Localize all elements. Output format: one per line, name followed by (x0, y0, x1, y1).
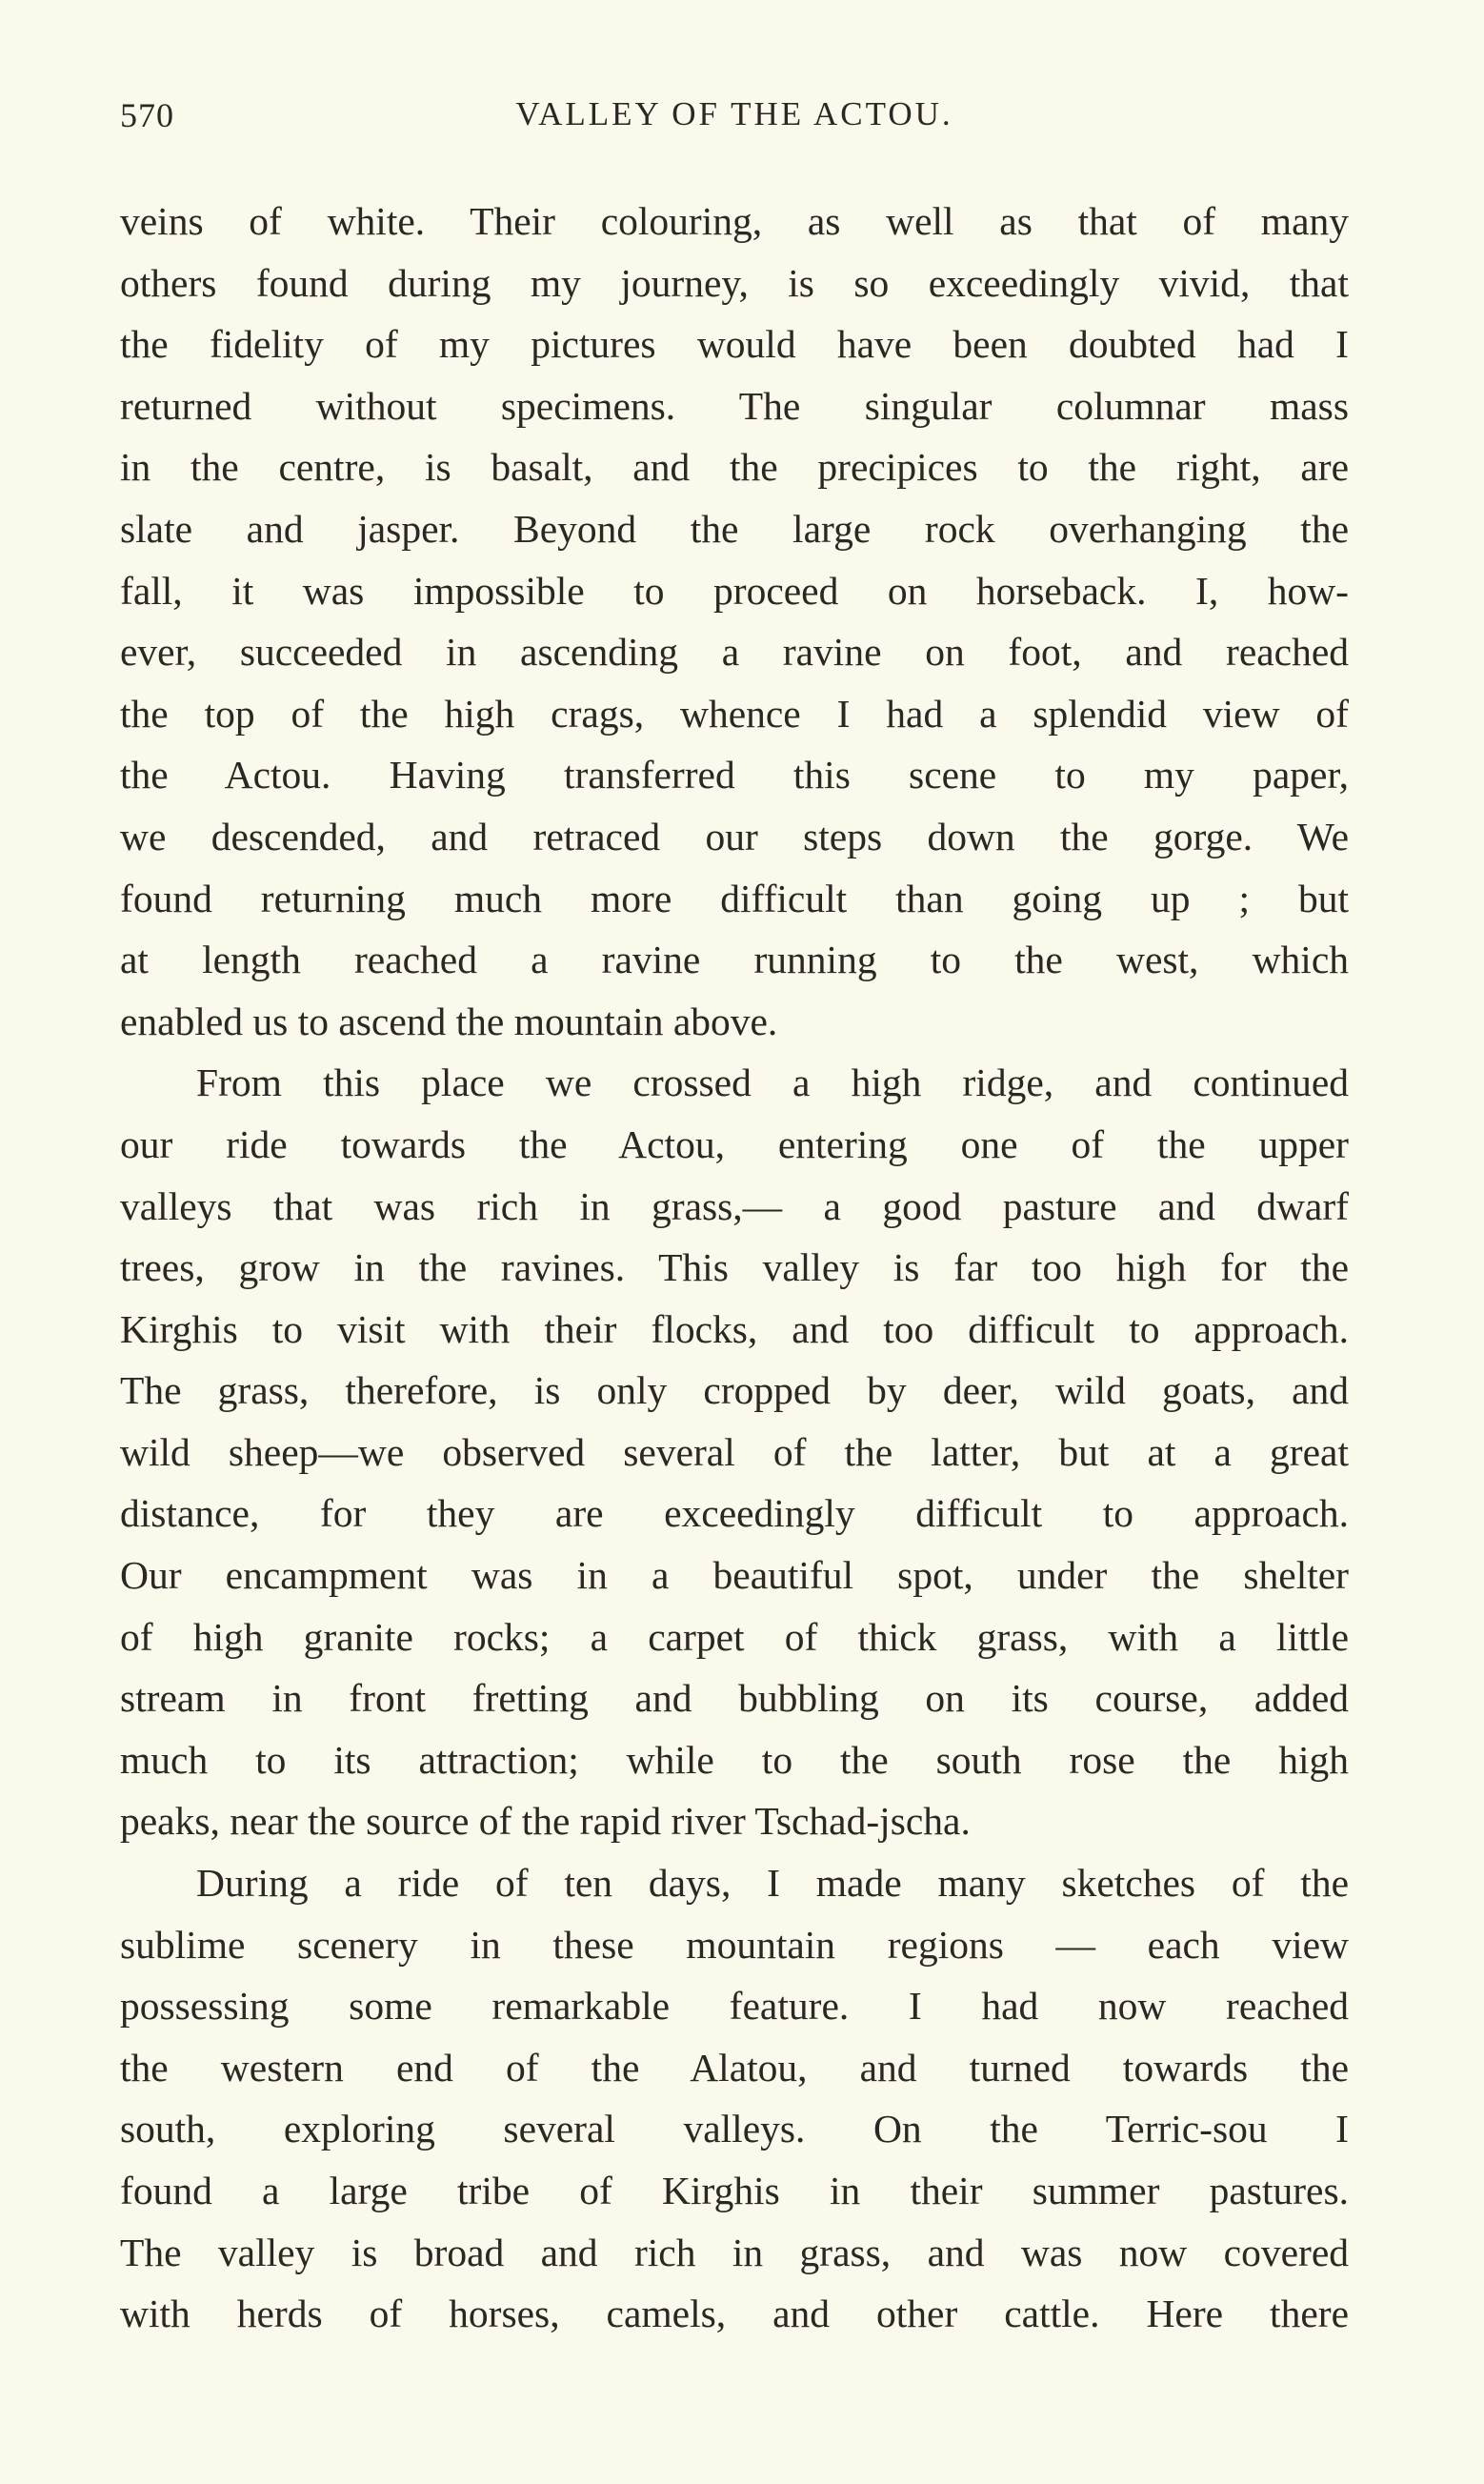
text-line: ever, succeeded in ascending a ravine on foot, and reached (120, 630, 1349, 675)
text-line: much to its attraction; while to the south rose the high (120, 1737, 1349, 1782)
text-line: found a large tribe of Kirghis in their summer pastures. (120, 2169, 1349, 2212)
text-line: trees, grow in the ravines. This valley is far too high for the (120, 1245, 1349, 1290)
text-line: Our encampment was in a beautiful spot, under the shelter (120, 1553, 1349, 1598)
text-line: of high granite rocks; a carpet of thick grass, with a little (120, 1614, 1349, 1659)
text-line: valleys that was rich in grass,— a good pasture and dwarf (120, 1183, 1349, 1228)
text-line: sublime scenery in these mountain regions — each view (120, 1922, 1349, 1967)
text-line: we descended, and retraced our steps down the gorge. We (120, 814, 1349, 858)
paragraph-start-line: During a ride of ten days, I made many sketches of the (196, 1861, 1349, 1906)
text-line: returned without specimens. The singular columnar mass (120, 383, 1349, 428)
text-line: The valley is broad and rich in grass, and was now covered (120, 2230, 1349, 2274)
text-line: with herds of horses, camels, and other cattle. Here there (120, 2292, 1349, 2336)
text-line: Kirghis to visit with their flocks, and too difficult to approach. (120, 1306, 1349, 1351)
text-line: the fidelity of my pictures would have been doubted had I (120, 322, 1349, 367)
text-line: veins of white. Their colouring, as well as that of many (120, 199, 1349, 243)
text-line: the western end of the Alatou, and turned towards the (120, 2045, 1349, 2090)
text-line: in the centre, is basalt, and the precipices to the right, are (120, 445, 1349, 490)
paragraph-end-line: enabled us to ascend the mountain above. (120, 999, 778, 1043)
page-header (120, 95, 1349, 152)
text-line: possessing some remarkable feature. I had now reached (120, 1984, 1349, 2029)
text-line: the Actou. Having transferred this scene to my paper, (120, 753, 1349, 798)
text-line: wild sheep—we observed several of the latter, but at a great (120, 1429, 1349, 1474)
text-line: distance, for they are exceedingly difficult to approach. (120, 1491, 1349, 1536)
text-line: slate and jasper. Beyond the large rock overhanging the (120, 506, 1349, 551)
text-line: at length reached a ravine running to the west, which (120, 938, 1349, 982)
text-line: south, exploring several valleys. On the Terric-sou I (120, 2107, 1349, 2151)
text-line: The grass, therefore, is only cropped by deer, wild goats, and (120, 1368, 1349, 1413)
text-line: stream in front fretting and bubbling on its course, added (120, 1676, 1349, 1721)
paragraph-start-line: From this place we crossed a high ridge, and continued (196, 1060, 1349, 1105)
paragraph-end-line: peaks, near the source of the rapid river Tschad-jscha. (120, 1799, 971, 1844)
text-line: our ride towards the Actou, entering one of the upper (120, 1121, 1349, 1166)
text-line: found returning much more difficult than going up ; but (120, 876, 1349, 920)
body-text (120, 191, 1349, 2345)
page-number: 570 (120, 96, 174, 134)
running-title: VALLEY OF THE ACTOU. (515, 95, 953, 132)
text-line: the top of the high crags, whence I had a splendid view of (120, 691, 1349, 736)
text-line: fall, it was impossible to proceed on horseback. I, how- (120, 568, 1349, 613)
text-line: others found during my journey, is so exceedingly vivid, that (120, 260, 1349, 305)
